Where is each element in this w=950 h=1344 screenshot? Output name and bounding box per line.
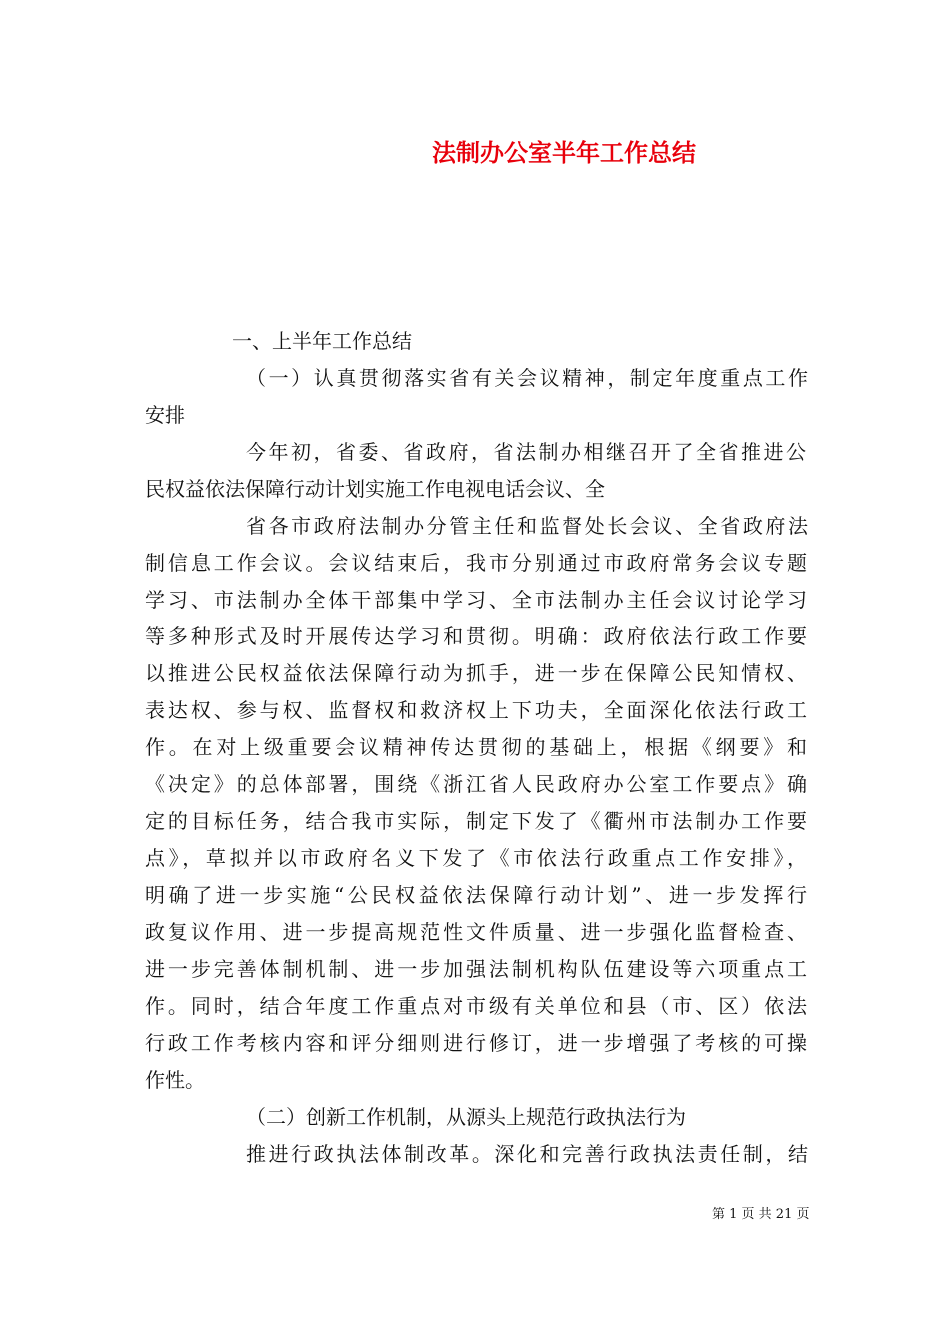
- paragraph-line: 明确了进一步实施“公民权益依法保障行动计划”、进一步发挥行: [145, 883, 807, 907]
- paragraph-line: 推进行政执法体制改革。深化和完善行政执法责任制，结: [246, 1142, 808, 1166]
- subsection-heading: （二）创新工作机制，从源头上规范行政执法行为: [246, 1105, 686, 1129]
- page-number: 第 1 页 共 21 页: [712, 1207, 810, 1222]
- section-heading: 一、上半年工作总结: [232, 329, 412, 353]
- paragraph-line: 制信息工作会议。会议结束后，我市分别通过市政府常务会议专题: [145, 551, 807, 575]
- paragraph-line: 省各市政府法制办分管主任和监督处长会议、全省政府法: [246, 514, 808, 538]
- paragraph-line: 作。在对上级重要会议精神传达贯彻的基础上，根据《纲要》和: [145, 735, 807, 759]
- paragraph-line: 以推进公民权益依法保障行动为抓手，进一步在保障公民知情权、: [145, 661, 807, 685]
- paragraph-line: 《决定》的总体部署，围绕《浙江省人民政府办公室工作要点》确: [145, 772, 807, 796]
- paragraph-line: 作性。: [145, 1068, 205, 1092]
- paragraph-line: 民权益依法保障行动计划实施工作电视电话会议、全: [145, 477, 605, 501]
- paragraph-line: 表达权、参与权、监督权和救济权上下功夫，全面深化依法行政工: [145, 698, 807, 722]
- paragraph-line: 今年初，省委、省政府，省法制办相继召开了全省推进公: [246, 440, 806, 464]
- paragraph-line: 安排: [145, 403, 185, 427]
- subsection-heading: （一）认真贯彻落实省有关会议精神，制定年度重点工作: [246, 366, 808, 390]
- paragraph-line: 点》，草拟并以市政府名义下发了《市依法行政重点工作安排》，: [145, 846, 807, 870]
- paragraph-line: 等多种形式及时开展传达学习和贯彻。明确：政府依法行政工作要: [145, 624, 807, 648]
- paragraph-line: 学习、市法制办全体干部集中学习、全市法制办主任会议讨论学习: [145, 588, 807, 612]
- paragraph-line: 定的目标任务，结合我市实际，制定下发了《衢州市法制办工作要: [145, 809, 807, 833]
- document-title: 法制办公室半年工作总结: [432, 138, 696, 167]
- paragraph-line: 作。同时，结合年度工作重点对市级有关单位和县（市、区）依法: [145, 994, 807, 1018]
- paragraph-line: 进一步完善体制机制、进一步加强法制机构队伍建设等六项重点工: [145, 957, 807, 981]
- paragraph-line: 政复议作用、进一步提高规范性文件质量、进一步强化监督检查、: [145, 920, 807, 944]
- paragraph-line: 行政工作考核内容和评分细则进行修订，进一步增强了考核的可操: [145, 1031, 807, 1055]
